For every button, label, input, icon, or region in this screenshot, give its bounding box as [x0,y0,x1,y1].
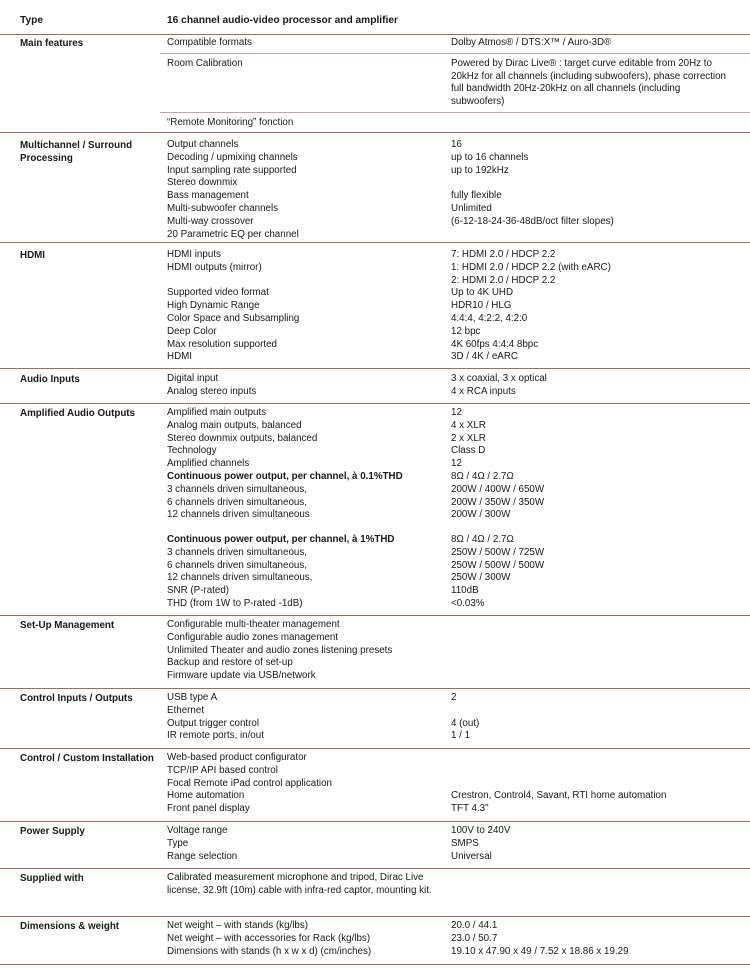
spec-label: Continuous power output, per channel, à 1%THD [167,534,395,545]
spec-label: Ethernet [167,704,205,716]
spec-value: 2 x XLR [451,432,486,444]
spec-label: Range selection [167,850,238,862]
spec-value: up to 16 channels [451,151,529,163]
spec-value: 250W / 500W / 725W [451,546,545,558]
spec-label: HDMI [167,351,193,363]
spec-value: 4:4:4, 4:2:2, 4:2:0 [451,313,528,324]
spec-value: 4 (out) [451,717,480,729]
section-control-custom [0,751,750,822]
spec-label: Configurable audio zones management [167,631,339,643]
spec-value: 100V to 240V [451,825,511,836]
section-control-io [0,691,750,749]
spec-label: Front panel display [167,803,250,815]
spec-value: 200W / 400W / 650W [451,483,545,495]
spec-value: 200W / 300W [451,509,511,521]
spec-label: 12 channels driven simultaneous, [167,572,313,584]
spec-label: Bass management [167,190,249,202]
spec-label: USB type A [167,692,218,703]
spec-label: Net weight – with accessories for Rack (kg/lbs) [167,932,371,944]
spec-value: TFT 4.3" [451,803,489,815]
type-label: Type [20,15,44,26]
spec-value: fully flexible [451,190,502,202]
spec-value: up to 192kHz [451,164,509,176]
section-title: Multichannel / Surround Processing [20,140,133,165]
section-title: Dimensions & weight [20,921,120,932]
spec-value: 2 [451,692,457,703]
row-divider [160,53,750,54]
spec-label: THD (from 1W to P-rated -1dB) [167,598,303,609]
spec-label: TCP/IP API based control [167,764,278,776]
spec-label: 3 channels driven simultaneous, [167,546,307,558]
section-hdmi [0,246,750,369]
spec-label: Calibrated measurement microphone and tripod, Dirac Live license, 32.9ft (10m) cable with infra-red captor, mounting kit. [167,872,432,896]
section-title: Supplied with [20,873,84,884]
section-main-features [0,34,750,133]
spec-label: Compatible formats [167,37,252,48]
section-title: Power Supply [20,826,85,837]
spec-value: Crestron, Control4, Savant, RTI home automation [451,790,667,802]
spec-label: High Dynamic Range [167,300,260,312]
spec-label: Firmware update via USB/network [167,670,316,682]
spec-value: 12 bpc [451,325,481,337]
spec-value: 3D / 4K / eARC [451,351,518,363]
spec-label: Analog stereo inputs [167,385,257,397]
spec-label: IR remote ports, in/out [167,730,264,742]
spec-value: Dolby Atmos® / DTS:X™ / Auro-3D® [451,37,612,48]
spec-label: Continuous power output, per channel, à 0.1%THD [167,471,403,482]
spec-value: 7: HDMI 2.0 / HDCP 2.2 [451,249,556,260]
spec-value: Up to 4K UHD [451,287,514,299]
section-title: Control Inputs / Outputs [20,693,133,704]
spec-label: Max resolution supported [167,338,278,350]
spec-value: 8Ω / 4Ω / 2.7Ω [451,534,514,545]
spec-label: 6 channels driven simultaneous, [167,496,307,508]
spec-label: Multi-way crossover [167,215,254,227]
spec-value: 4 x XLR [451,419,486,431]
spec-value: 110dB [451,585,479,597]
spec-value: 200W / 350W / 350W [451,496,545,508]
section-dimensions [0,919,750,965]
spec-value: 4 x RCA inputs [451,385,516,397]
spec-value: Unlimited [451,203,492,214]
spec-label: Stereo downmix outputs, balanced [167,432,318,444]
spec-value: Class D [451,445,486,457]
spec-label: SNR (P-rated) [167,585,230,597]
spec-value: 4K 60fps 4:4:4 8bpc [451,338,539,350]
section-title: Amplified Audio Outputs [20,408,136,419]
section-setup-management [0,618,750,689]
spec-label: Type [167,837,189,849]
section-multichannel [0,136,750,243]
spec-value: 12 [451,458,462,470]
spec-label: Room Calibration [167,58,243,69]
spec-label: Supported video format [167,287,269,299]
spec-value: 16 [451,139,462,150]
spec-value: 250W / 500W / 500W [451,559,545,571]
spec-label: Deep Color [167,325,217,337]
spec-label: Technology [167,445,217,457]
spec-value: 12 [451,407,462,418]
spec-label: Configurable multi-theater management [167,619,340,630]
spec-label: Voltage range [167,825,228,836]
spec-label: 6 channels driven simultaneous, [167,559,307,571]
spec-label: 12 channels driven simultaneous [167,509,310,521]
spec-value: 1 / 1 [451,730,471,742]
spec-value: Powered by Dirac Live® : target curve editable from 20Hz to 20kHz for all channels (including subwoofers), phase correction full bandwidth 20Hz-20kHz on all channels (including subwoofers) [451,58,726,108]
spec-label: Output trigger control [167,717,260,729]
spec-value: HDR10 / HLG [451,300,512,312]
spec-value: 23.0 / 50.7 [451,932,498,944]
spec-label: HDMI outputs (mirror) [167,261,262,273]
spec-value: (6-12-18-24-36-48dB/oct filter slopes) [451,215,614,227]
spec-label: Input sampling rate supported [167,164,297,176]
spec-label: 3 channels driven simultaneous, [167,483,307,495]
type-header [0,0,750,35]
section-title: Control / Custom Installation [20,753,154,764]
section-title: Main features [20,38,84,49]
spec-label: Backup and restore of set-up [167,657,293,669]
spec-value: SMPS [451,837,479,849]
spec-label: Unlimited Theater and audio zones listening presets [167,644,393,656]
spec-label: Multi-subwoofer channels [167,203,279,214]
spec-label: Home automation [167,790,245,802]
section-power-supply [0,824,750,869]
section-supplied-with [0,871,750,917]
spec-label: Amplified main outputs [167,407,267,418]
section-audio-inputs [0,372,750,404]
spec-value: 2: HDMI 2.0 / HDCP 2.2 [451,274,556,286]
section-title: HDMI [20,250,46,261]
spec-value: <0.03% [451,598,485,609]
spec-label: “Remote Monitoring” fonction [167,117,294,128]
spec-label: Amplified channels [167,458,250,470]
type-value: 16 channel audio-video processor and amplifier [167,15,398,26]
spec-label: Digital input [167,373,219,384]
spec-value: 3 x coaxial, 3 x optical [451,373,547,384]
spec-label: Color Space and Subsampling [167,313,300,324]
section-title: Set-Up Management [20,620,115,631]
section-amplified-outputs [0,405,750,616]
spec-label: HDMI inputs [167,249,221,260]
spec-value: 8Ω / 4Ω / 2.7Ω [451,471,514,482]
spec-label: Focal Remote iPad control application [167,777,333,789]
spec-label: Stereo downmix [167,177,238,189]
spec-label: Analog main outputs, balanced [167,419,302,431]
spec-label: Dimensions with stands (h x w x d) (cm/inches) [167,945,372,957]
section-title: Audio Inputs [20,374,80,385]
spec-label: 20 Parametric EQ per channel [167,228,299,240]
spec-value: 19.10 x 47.90 x 49 / 7.52 x 18.86 x 19.29 [451,945,629,957]
spec-value: 250W / 300W [451,572,511,584]
spec-value: 20.0 / 44.1 [451,920,498,931]
row-divider [160,112,750,113]
spec-label: Web-based product configurator [167,752,307,763]
spec-value: Universal [451,850,492,862]
spec-label: Decoding / upmixing channels [167,151,298,163]
spec-value: 1: HDMI 2.0 / HDCP 2.2 (with eARC) [451,261,611,273]
spec-label: Net weight – with stands (kg/lbs) [167,920,309,931]
spec-label: Output channels [167,139,239,150]
